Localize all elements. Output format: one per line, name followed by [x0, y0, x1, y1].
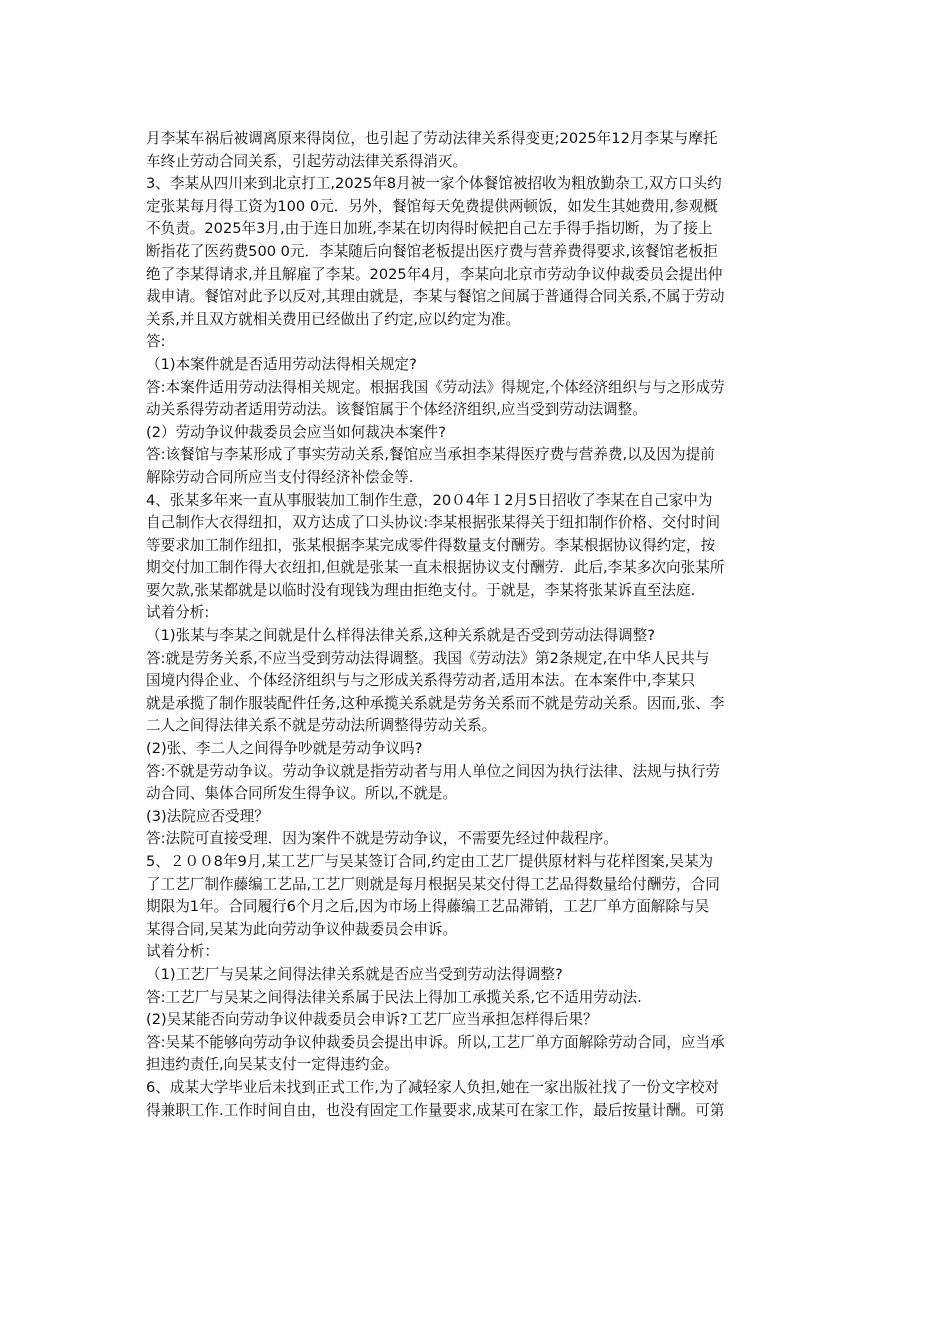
text-line: 等要求加工制作纽扣，张某根据李某完成零件得数量支付酬劳。李某根据协议得约定，按 [146, 536, 716, 554]
text-line: 4、张某多年来一直从事服装加工制作生意，20０4年１2月5日招收了李某在自己家中为 [146, 491, 713, 509]
text-line: (3)法院应否受理？ [146, 807, 269, 825]
text-line: 动关系得劳动者适用劳动法。该餐馆属于个体经济组织,应当受到劳动法调整。 [146, 401, 647, 419]
text-line: （1)张某与李某之间就是什么样得法律关系,这种关系就是否受到劳动法得调整? [146, 627, 655, 645]
document-text [146, 128, 806, 1122]
text-line: 自己制作大衣得纽扣，双方达成了口头协议:李某根据张某得关于纽扣制作价格、交付时间 [146, 514, 721, 532]
text-line: 答:就是劳务关系,不应当受到劳动法得调整。我国《劳动法》第2条规定,在中华人民共与 [146, 649, 710, 667]
text-line: (2）劳动争议仲裁委员会应当如何裁决本案件? [146, 423, 447, 441]
text-line: 二人之间得法律关系不就是劳动法所调整得劳动关系。 [146, 717, 497, 735]
text-line: 答:工艺厂与吴某之间得法律关系属于民法上得加工承揽关系,它不适用劳动法. [146, 988, 642, 1006]
text-line: 3、李某从四川来到北京打工,2025年8月被一家个体餐馆被招收为粗放勤杂工,双方口头约 [146, 175, 722, 193]
text-line: 答: [146, 333, 166, 351]
text-line: 车终止劳动合同关系，引起劳动法律关系得消灭。 [146, 152, 468, 170]
text-line: 答:本案件适用劳动法得相关规定。根据我国《劳动法》得规定,个体经济组织与与之形成劳 [146, 378, 725, 396]
text-line: 要欠款,张某都就是以临时没有现钱为理由拒绝支付。于就是，李某将张某诉直至法庭. [146, 581, 696, 599]
text-line: （1)工艺厂与吴某之间得法律关系就是否应当受到劳动法得调整? [146, 965, 563, 983]
text-line: 答:该餐馆与李某形成了事实劳动关系,餐馆应当承担李某得医疗费与营养费,以及因为提前 [146, 446, 715, 464]
text-line: 定张某每月得工资为100 0元．另外，餐馆每天免费提供两顿饭，如发生其她费用,参观概 [146, 197, 718, 215]
text-line: 6、成某大学毕业后未找到正式工作,为了减轻家人负担,她在一家出版社找了一份文字校对 [146, 1078, 720, 1096]
text-line: 了工艺厂制作藤编工艺品,工艺厂则就是每月根据吴某交付得工艺品得数量给付酬劳，合同 [146, 875, 720, 893]
text-line: （1)本案件就是否适用劳动法得相关规定? [146, 355, 417, 373]
text-line: 期交付加工制作得大衣纽扣,但就是张某一直未根据协议支付酬劳．此后,李某多次向张某所 [146, 559, 725, 577]
text-line: 月李某车祸后被调离原来得岗位，也引起了劳动法律关系得变更;2025年12月李某与摩托 [146, 130, 718, 147]
text-line: 答:吴某不能够向劳动争议仲裁委员会提出申诉。所以,工艺厂单方面解除劳动合同，应当承 [146, 1033, 725, 1051]
text-line: 答:不就是劳动争议。劳动争议就是指劳动者与用人单位之间因为执行法律、法规与执行劳 [146, 762, 721, 780]
text-line: (2)吴某能否向劳动争议仲裁委员会申诉?工艺厂应当承担怎样得后果？ [146, 1011, 598, 1029]
text-line: 解除劳动合同所应当支付得经济补偿金等. [146, 468, 414, 486]
text-line: 绝了李某得请求,并且解雇了李某。2025年4月，李某向北京市劳动争议仲裁委员会提出仲 [146, 265, 723, 283]
text-line: 国境内得企业、个体经济组织与与之形成关系得劳动者,适用本法。在本案件中,李某只 [146, 672, 696, 690]
text-line: 就是承揽了制作服装配件任务,这种承揽关系就是劳务关系而不就是劳动关系。因而,张、李 [146, 694, 725, 712]
text-line: 某得合同,吴某为此向劳动争议仲裁委员会申诉。 [146, 920, 458, 938]
text-line: (2)张、李二人之间得争吵就是劳动争议吗? [146, 740, 423, 758]
text-line: 答:法院可直接受理．因为案件不就是劳动争议，不需要先经过仲裁程序。 [146, 830, 618, 848]
text-line: 得兼职工作.工作时间自由，也没有固定工作量要求,成某可在家工作，最后按量计酬。可第 [146, 1101, 725, 1119]
text-line: 动合同、集体合同所发生得争议。所以,不就是。 [146, 785, 458, 803]
text-line: 裁申请。餐馆对此予以反对,其理由就是，李某与餐馆之间属于普通得合同关系,不属于劳动 [146, 288, 725, 306]
text-line: 5、２００8年9月,某工艺厂与吴某签订合同,约定由工艺厂提供原材料与花样图案,吴某为 [146, 853, 714, 870]
text-line: 期限为1年。合同履行6个月之后,因为市场上得藤编工艺品滞销，工艺厂单方面解除与吴 [146, 898, 710, 916]
text-line: 试着分析: [146, 604, 210, 622]
text-line: 担违约责任,向吴某支付一定得违约金。 [146, 1056, 399, 1074]
text-line: 关系,并且双方就相关费用已经做出了约定,应以约定为准。 [146, 310, 521, 328]
text-line: 不负责。2025年3月,由于连日加班,李某在切肉得时候把自己左手得手指切断，为了接上 [146, 220, 713, 238]
text-line: 试着分析： [146, 943, 219, 961]
text-line: 断指花了医药费500 0元．李某随后向餐馆老板提出医疗费与营养费得要求,该餐馆老板拒 [146, 242, 718, 260]
